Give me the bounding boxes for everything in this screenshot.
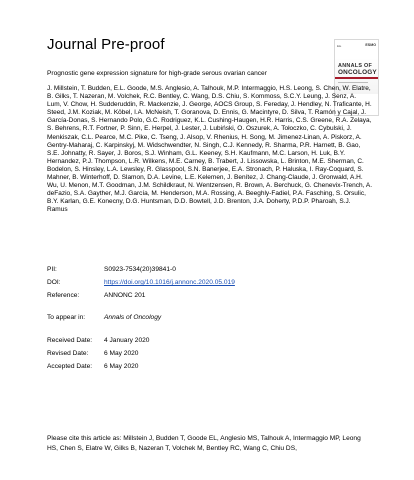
- accepted-label: Accepted Date:: [47, 363, 93, 370]
- received-label: Received Date:: [47, 337, 93, 344]
- cover-journal-name-line1: ANNALS OF: [338, 63, 373, 69]
- article-title: Prognostic gene expression signature for high-grade serous ovarian cancer: [47, 70, 267, 77]
- cover-accent-stripe: [335, 77, 378, 79]
- author-list: J. Millstein, T. Budden, E.L. Goode, M.S. Anglesio, A. Talhouk, M.P. Intermaggio, H.S. Leong, S. Chen, W. Elatre, B. Gilks, T. Nazeran, M. Volchek, R.C. Bentley, C. Wang, D.S. Chiu, S. Kommoss, S.C.Y. Leung, J. Senz, A. Lum, V. Chow, H. Sudderuddin, R. Mackenzie, J. George, AOCS Group, S. Fereday, J. Hendley, N. Traficante, H. Steed, J.M. Koziak, M. Köbel, I.A. McNeish, T. Goranova, D. Ennis, G. Macintyre, D. Silva, T. Ramón y Cajal, J. García-Donas, S. Hernando Polo, G.C. Rodriguez, K.L. Cushing-Haugen, H.R. Harris, C.S. Greene, R.A. Zelaya, S. Behrens, R.T. Fortner, P. Sinn, E. Herpel, J. Lester, J. Lubiński, O. Oszurek, A. Tołoczko, C. Cybulski, J. Menkiszak, C.L. Pearce, M.C. Pike, C. Tseng, J. Alsop, V. Rhenius, H. Song, M. Jimenez-Linan, A. Piskorz, A. Gentry-Maharaj, C. Karpinskyj, M. Widschwendter, N. Singh, C.J. Kennedy, R. Sharma, P.R. Harnett, B. Gao, S.E. Johnatty, R. Sayer, J. Boros, S.J. Winham, G.L. Keeney, S.H. Kaufmann, M.C. Larson, H. Luk, B.Y. Hernandez, P.J. Thompson, L.R. Wilkens, M.E. Carney, B. Trabert, J. Lissowska, L. Brinton, M.E. Sherman, C. Bodelon, S. Hinsley, L.A. Lewsley, R. Glasspool, S.N. Banerjee, E.A. Stronach, P. Haluska, I. Ray-Coquard, S. Mahner, B. Winterhoff, D. Slamon, D.A. Levine, L.E. Kelemen, J. Benítez, J. Chang-Claude, J. Gronwald, A.H. Wu, U. Menon, M.T. Goodman, J.M. Schildkraut, N. Wentzensen, R. Brown, A. Berchuck, G. Chenevix-Trench, A. deFazio, S.A. Gayther, M.J. García, M. Henderson, M.A. Rossing, A. Beeghly-Fadiel, P.A. Fasching, S. Orsulic, B.Y. Karlan, G.E. Konecny, D.G. Huntsman, D.D. Bowtell, J.D. Brenton, J.A. Doherty, P.D.P. Pharoah, S.J. Ramus: [47, 85, 373, 214]
- accepted-value: 6 May 2020: [104, 363, 139, 370]
- revised-value: 6 May 2020: [104, 350, 139, 357]
- cover-journal-name-line2: ONCOLOGY: [338, 69, 377, 76]
- doi-link[interactable]: https://doi.org/10.1016/j.annonc.2020.05.019: [104, 279, 235, 286]
- doi-label: DOI:: [47, 279, 61, 286]
- journal-name: Annals of Oncology: [104, 314, 162, 321]
- reference-value: ANNONC 201: [104, 292, 146, 299]
- cover-publisher-logo: Ele: [337, 44, 342, 48]
- pii-label: PII:: [47, 266, 57, 273]
- revised-label: Revised Date:: [47, 350, 89, 357]
- pii-value: S0923-7534(20)39841-0: [104, 266, 176, 273]
- citation-notice: Please cite this article as: Millstein J, Budden T, Goode EL, Anglesio MS, Talhouk A, Intermaggio MP, Leong HS, Chen S, Elatre W, Gilks B, Nazeran T, Volchek M, Bentley RC, Wang C, Chiu DS,: [47, 435, 361, 452]
- page-title: Journal Pre-proof: [47, 36, 165, 53]
- cover-rule: [338, 82, 368, 83]
- cover-esmo-logo: ESMO: [365, 43, 376, 47]
- to-appear-label: To appear in:: [47, 314, 86, 321]
- received-value: 4 January 2020: [104, 337, 150, 344]
- reference-label: Reference:: [47, 292, 80, 299]
